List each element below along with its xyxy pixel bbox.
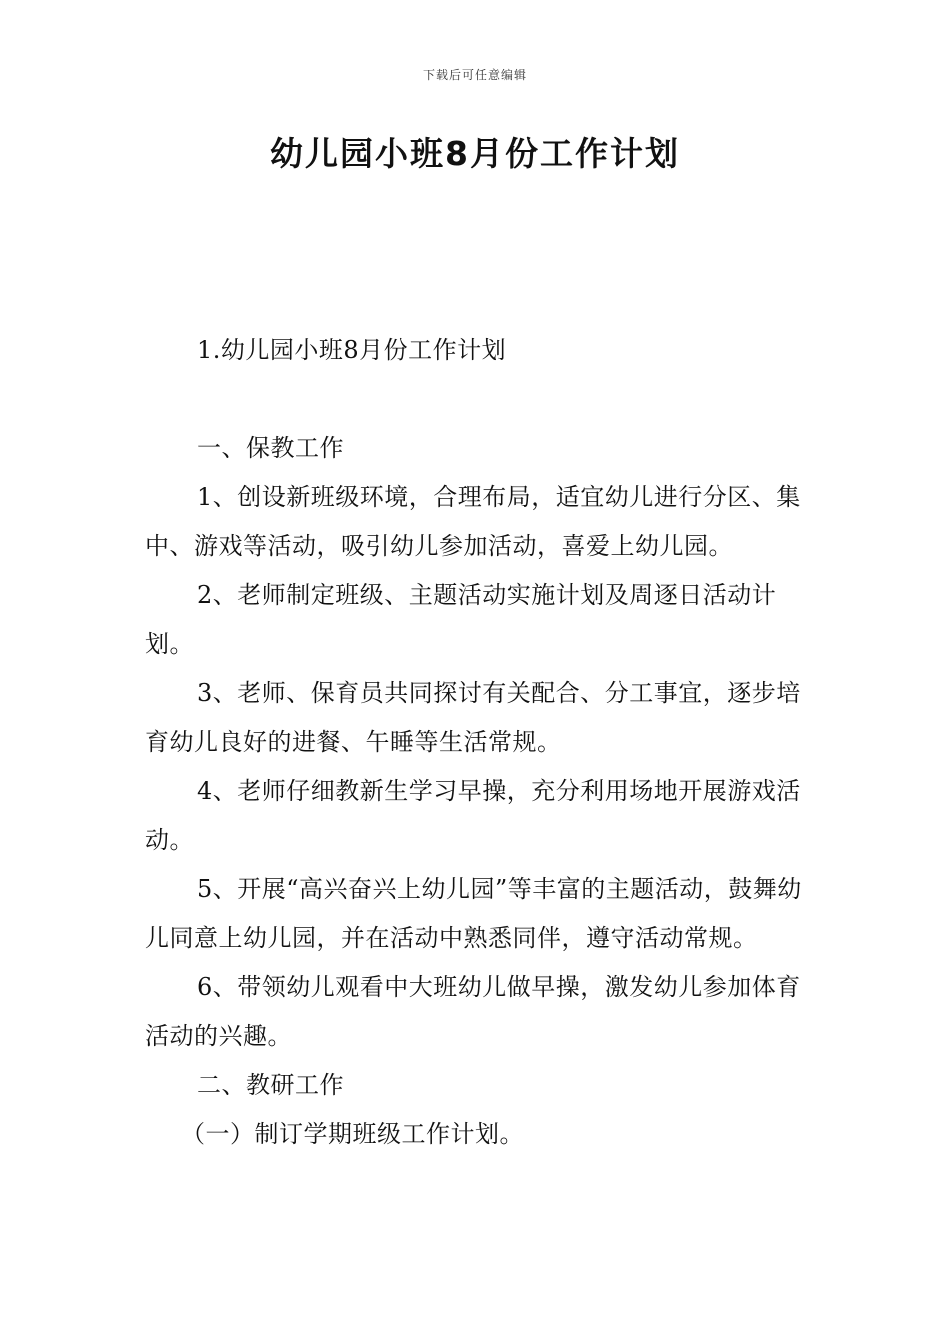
paragraph-item-6: 6、带领幼儿观看中大班幼儿做早操，激发幼儿参加体育活动的兴趣。 [145, 973, 801, 1050]
paragraph-item-1: 1、创设新班级环境，合理布局，适宜幼儿进行分区、集中、游戏等活动，吸引幼儿参加活动，喜爱上幼儿园。 [145, 483, 801, 560]
part1-heading: 一、保教工作 [197, 434, 344, 462]
section-heading: 1.幼儿园小班8月份工作计划 [197, 336, 507, 364]
document-body [145, 424, 809, 1159]
section-heading-block [145, 326, 809, 375]
paragraph-item-4: 4、老师仔细教新生学习早操，充分利用场地开展游戏活动。 [145, 777, 801, 854]
document-title: 幼儿园小班8月份工作计划 [270, 134, 680, 173]
header-note: 下载后可任意编辑 [422, 68, 527, 82]
paragraph-item-3: 3、老师、保育员共同探讨有关配合、分工事宜，逐步培育幼儿良好的进餐、午睡等生活常规。 [145, 679, 801, 756]
paragraph-item-5: 5、开展“高兴奋兴上幼儿园”等丰富的主题活动，鼓舞幼儿同意上幼儿园，并在活动中熟悉同伴，遵守活动常规。 [145, 875, 802, 952]
part2-sub-item-1: （一）制订学期班级工作计划。 [181, 1120, 524, 1148]
paragraph-item-2: 2、老师制定班级、主题活动实施计划及周逐日活动计划。 [145, 581, 777, 658]
part2-heading: 二、教研工作 [197, 1071, 344, 1099]
